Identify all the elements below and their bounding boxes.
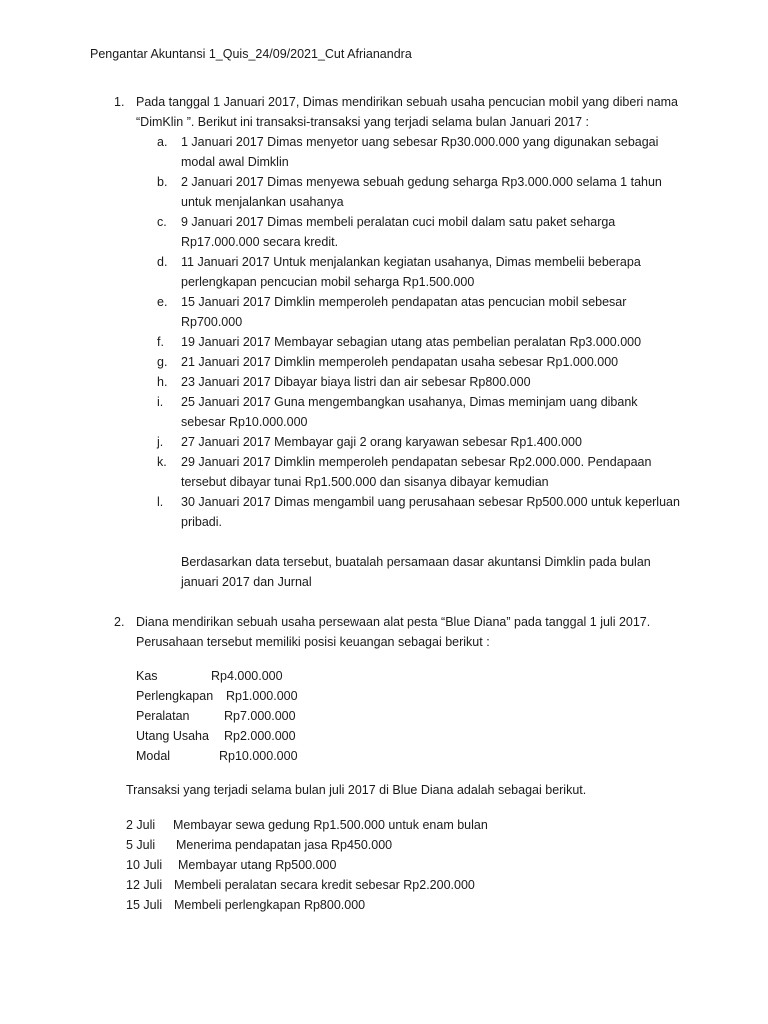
item-label-d: d. <box>157 255 168 269</box>
transaction-date: 2 Juli <box>126 818 156 832</box>
item-label-k: k. <box>157 455 167 469</box>
balance-name-modal: Modal <box>136 749 171 763</box>
item-d-line-2: perlengkapan pencucian mobil seharga Rp1.500.000 <box>181 275 475 289</box>
item-label-j: j. <box>157 435 164 449</box>
question-1-intro-line-1: Pada tanggal 1 Januari 2017, Dimas mendirikan sebuah usaha pencucian mobil yang diberi nama <box>136 95 679 109</box>
item-label-i: i. <box>157 395 164 409</box>
balance-name-utang-usaha: Utang Usaha <box>136 729 209 743</box>
item-l-line-1: 30 Januari 2017 Dimas mengambil uang perusahaan sebesar Rp500.000 untuk keperluan <box>181 495 680 509</box>
item-c-line-2: Rp17.000.000 secara kredit. <box>181 235 339 249</box>
transaction-date: 12 Juli <box>126 878 163 892</box>
item-label-b: b. <box>157 175 168 189</box>
item-k-line-1: 29 Januari 2017 Dimklin memperoleh pendapatan sebesar Rp2.000.000. Pendapaan <box>181 455 652 469</box>
balance-amount-perlengkapan: Rp1.000.000 <box>226 689 298 703</box>
item-e-line-2: Rp700.000 <box>181 315 243 329</box>
transaction-date: 10 Juli <box>126 858 163 872</box>
item-label-h: h. <box>157 375 168 389</box>
item-label-g: g. <box>157 355 168 369</box>
document-title: Pengantar Akuntansi 1_Quis_24/09/2021_Cut Afrianandra <box>90 47 412 61</box>
item-label-f: f. <box>157 335 164 349</box>
balance-name-perlengkapan: Perlengkapan <box>136 689 214 703</box>
item-d-line-1: 11 Januari 2017 Untuk menjalankan kegiatan usahanya, Dimas membelii beberapa <box>181 255 641 269</box>
transactions-intro: Transaksi yang terjadi selama bulan juli 2017 di Blue Diana adalah sebagai berikut. <box>126 783 587 797</box>
balance-amount-kas: Rp4.000.000 <box>211 669 283 683</box>
item-a-line-1: 1 Januari 2017 Dimas menyetor uang sebesar Rp30.000.000 yang digunakan sebagai <box>181 135 659 149</box>
item-c-line-1: 9 Januari 2017 Dimas membeli peralatan cuci mobil dalam satu paket seharga <box>181 215 616 229</box>
transaction-date: 15 Juli <box>126 898 163 912</box>
question-1-task-line-1: Berdasarkan data tersebut, buatalah persamaan dasar akuntansi Dimklin pada bulan <box>181 555 651 569</box>
question-2-intro-line-2: Perusahaan tersebut memiliki posisi keuangan sebagai berikut : <box>136 635 490 649</box>
question-2-intro-line-1: Diana mendirikan sebuah usaha persewaan alat pesta “Blue Diana” pada tanggal 1 juli 2017. <box>136 615 651 629</box>
item-label-c: c. <box>157 215 167 229</box>
balance-amount-utang-usaha: Rp2.000.000 <box>224 729 296 743</box>
item-f-line-1: 19 Januari 2017 Membayar sebagian utang atas pembelian peralatan Rp3.000.000 <box>181 335 642 349</box>
item-i-line-1: 25 Januari 2017 Guna mengembangkan usahanya, Dimas meminjam uang dibank <box>181 395 638 409</box>
item-label-l: l. <box>157 495 164 509</box>
transaction-text: Membayar utang Rp500.000 <box>178 858 337 872</box>
transaction-text: Membeli perlengkapan Rp800.000 <box>174 898 366 912</box>
balance-name-peralatan: Peralatan <box>136 709 190 723</box>
transaction-text: Membayar sewa gedung Rp1.500.000 untuk enam bulan <box>173 818 488 832</box>
item-label-a: a. <box>157 135 168 149</box>
item-h-line-1: 23 Januari 2017 Dibayar biaya listri dan air sebesar Rp800.000 <box>181 375 531 389</box>
transaction-text: Membeli peralatan secara kredit sebesar Rp2.200.000 <box>174 878 475 892</box>
item-e-line-1: 15 Januari 2017 Dimklin memperoleh pendapatan atas pencucian mobil sebesar <box>181 295 627 309</box>
balance-name-kas: Kas <box>136 669 158 683</box>
question-1-task-line-2: januari 2017 dan Jurnal <box>181 575 312 589</box>
question-1-number: 1. <box>114 95 125 109</box>
question-1-intro-line-2: “DimKlin ”. Berikut ini transaksi-transaksi yang terjadi selama bulan Januari 2017 : <box>136 115 589 129</box>
item-g-line-1: 21 Januari 2017 Dimklin memperoleh pendapatan usaha sebesar Rp1.000.000 <box>181 355 619 369</box>
transaction-text: Menerima pendapatan jasa Rp450.000 <box>176 838 393 852</box>
question-2-number: 2. <box>114 615 125 629</box>
item-a-line-2: modal awal Dimklin <box>181 155 289 169</box>
balance-amount-modal: Rp10.000.000 <box>219 749 298 763</box>
transaction-date: 5 Juli <box>126 838 156 852</box>
item-i-line-2: sebesar Rp10.000.000 <box>181 415 308 429</box>
item-b-line-2: untuk menjalankan usahanya <box>181 195 344 209</box>
item-b-line-1: 2 Januari 2017 Dimas menyewa sebuah gedung seharga Rp3.000.000 selama 1 tahun <box>181 175 662 189</box>
item-l-line-2: pribadi. <box>181 515 222 529</box>
item-k-line-2: tersebut dibayar tunai Rp1.500.000 dan sisanya dibayar kemudian <box>181 475 549 489</box>
item-j-line-1: 27 Januari 2017 Membayar gaji 2 orang karyawan sebesar Rp1.400.000 <box>181 435 582 449</box>
item-label-e: e. <box>157 295 168 309</box>
balance-amount-peralatan: Rp7.000.000 <box>224 709 296 723</box>
